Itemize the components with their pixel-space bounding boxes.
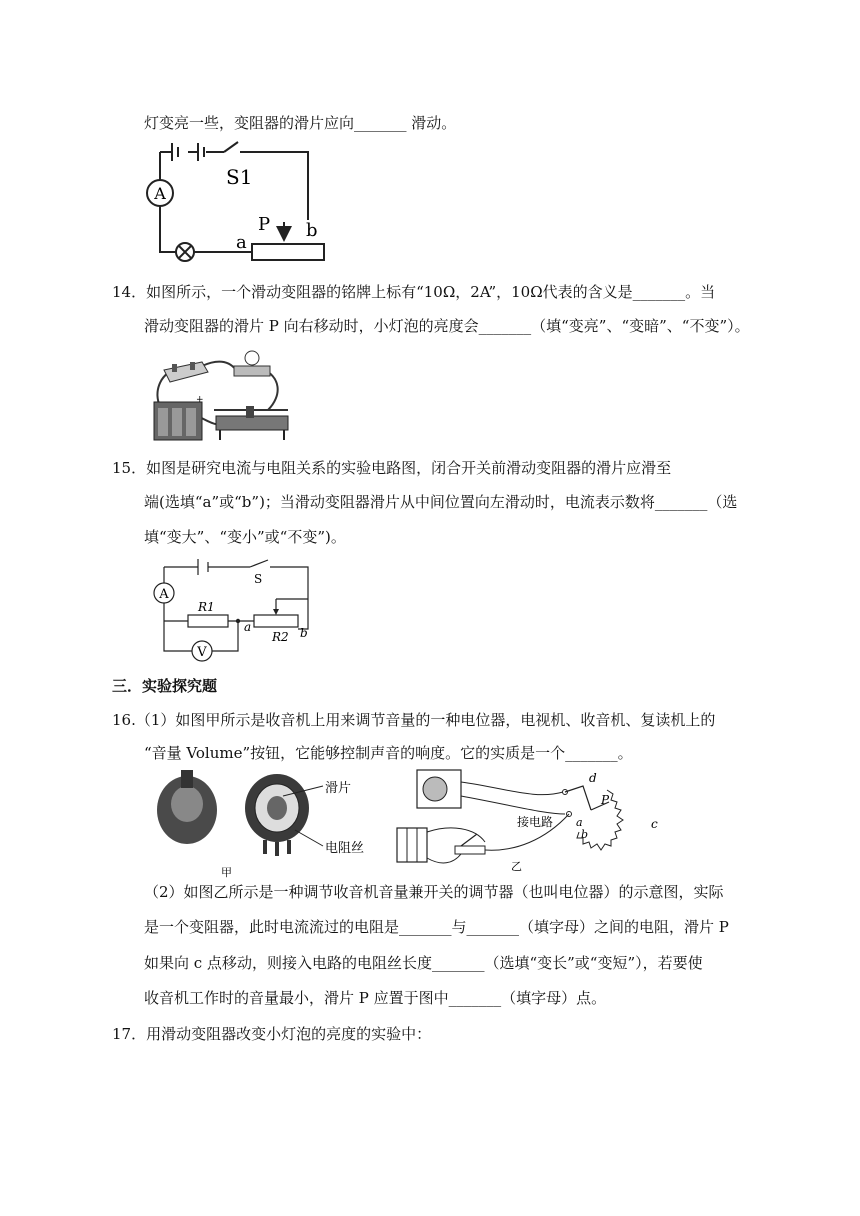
resistance-wire-label: 电阻丝 <box>325 841 365 856</box>
figure-14-apparatus <box>150 348 290 443</box>
slider-p-label: P <box>258 214 271 235</box>
ammeter-label: A <box>154 184 166 203</box>
slider-p-label: P <box>601 793 610 807</box>
figure-yi-label: 乙 <box>511 860 522 873</box>
point-a-label: a <box>576 816 583 829</box>
q16-line4: 是一个变阻器，此时电流流过的电阻是_______与_______（填字母）之间的电阻，滑片 P <box>144 918 729 936</box>
slider-label: 滑片 <box>325 781 352 796</box>
figure-jia-label: 甲 <box>221 866 232 879</box>
q16-line2: “音量 Volume”按钮，它能够控制声音的响度。它的实质是一个_______。 <box>144 744 633 762</box>
q16-line6: 收音机工作时的音量最小，滑片 P 应置于图中_______（填字母）点。 <box>144 989 607 1007</box>
q14-line2: 滑动变阻器的滑片 P 向右移动时，小灯泡的亮度会_______（填“变亮”、“变暗”、“不变”）。 <box>144 317 750 335</box>
switch-label: S1 <box>226 165 253 189</box>
figure-13-circuit <box>148 140 328 270</box>
q13-text: 灯变亮一些，变阻器的滑片应向_______ 滑动。 <box>144 114 457 132</box>
ammeter-label: A <box>159 587 169 602</box>
point-b-label: b <box>581 828 589 841</box>
q17-line1: 17．用滑动变阻器改变小灯泡的亮度的实验中： <box>112 1025 432 1043</box>
section-title: 三．实验探究题 <box>112 677 218 695</box>
q15-line2: 端(选填“a”或“b”)；当滑动变阻器滑片从中间位置向左滑动时，电流表示数将_______（选 <box>144 493 738 511</box>
voltmeter-label: V <box>197 645 207 660</box>
q16-line3: （2）如图乙所示是一种调节收音机音量兼开关的调节器（也叫电位器）的示意图，实际 <box>144 883 724 901</box>
q16-line1: 16.（1）如图甲所示是收音机上用来调节音量的一种电位器，电视机、收音机、复读机上的 <box>112 711 716 729</box>
q16-line5: 如果向 c 点移动，则接入电路的电阻丝长度_______（选填“变长”或“变短”），若要使 <box>144 954 703 972</box>
point-d-label: d <box>589 771 597 785</box>
figure-16-potentiometer <box>155 768 700 880</box>
r2-label: R2 <box>272 630 289 644</box>
switch-s-label: S <box>254 572 263 586</box>
end-b-label: b <box>300 626 308 640</box>
end-a-label: a <box>244 620 252 634</box>
q15-line1: 15．如图是研究电流与电阻关系的实验电路图，闭合开关前滑动变阻器的滑片应滑至 <box>112 459 672 477</box>
q14-line1: 14．如图所示，一个滑动变阻器的铭牌上标有“10Ω，2A”，10Ω代表的含义是_______。当 <box>112 283 716 301</box>
end-a-label: a <box>236 232 247 253</box>
connect-circuit-label: 接电路 <box>517 815 554 829</box>
end-b-label: b <box>306 220 318 241</box>
r1-label: R1 <box>198 600 215 614</box>
figure-15-circuit <box>150 555 320 667</box>
battery-plus-label: + <box>196 395 204 405</box>
q15-line3: 填“变大”、“变小”或“不变”)。 <box>144 528 346 546</box>
point-c-label: c <box>651 817 658 831</box>
